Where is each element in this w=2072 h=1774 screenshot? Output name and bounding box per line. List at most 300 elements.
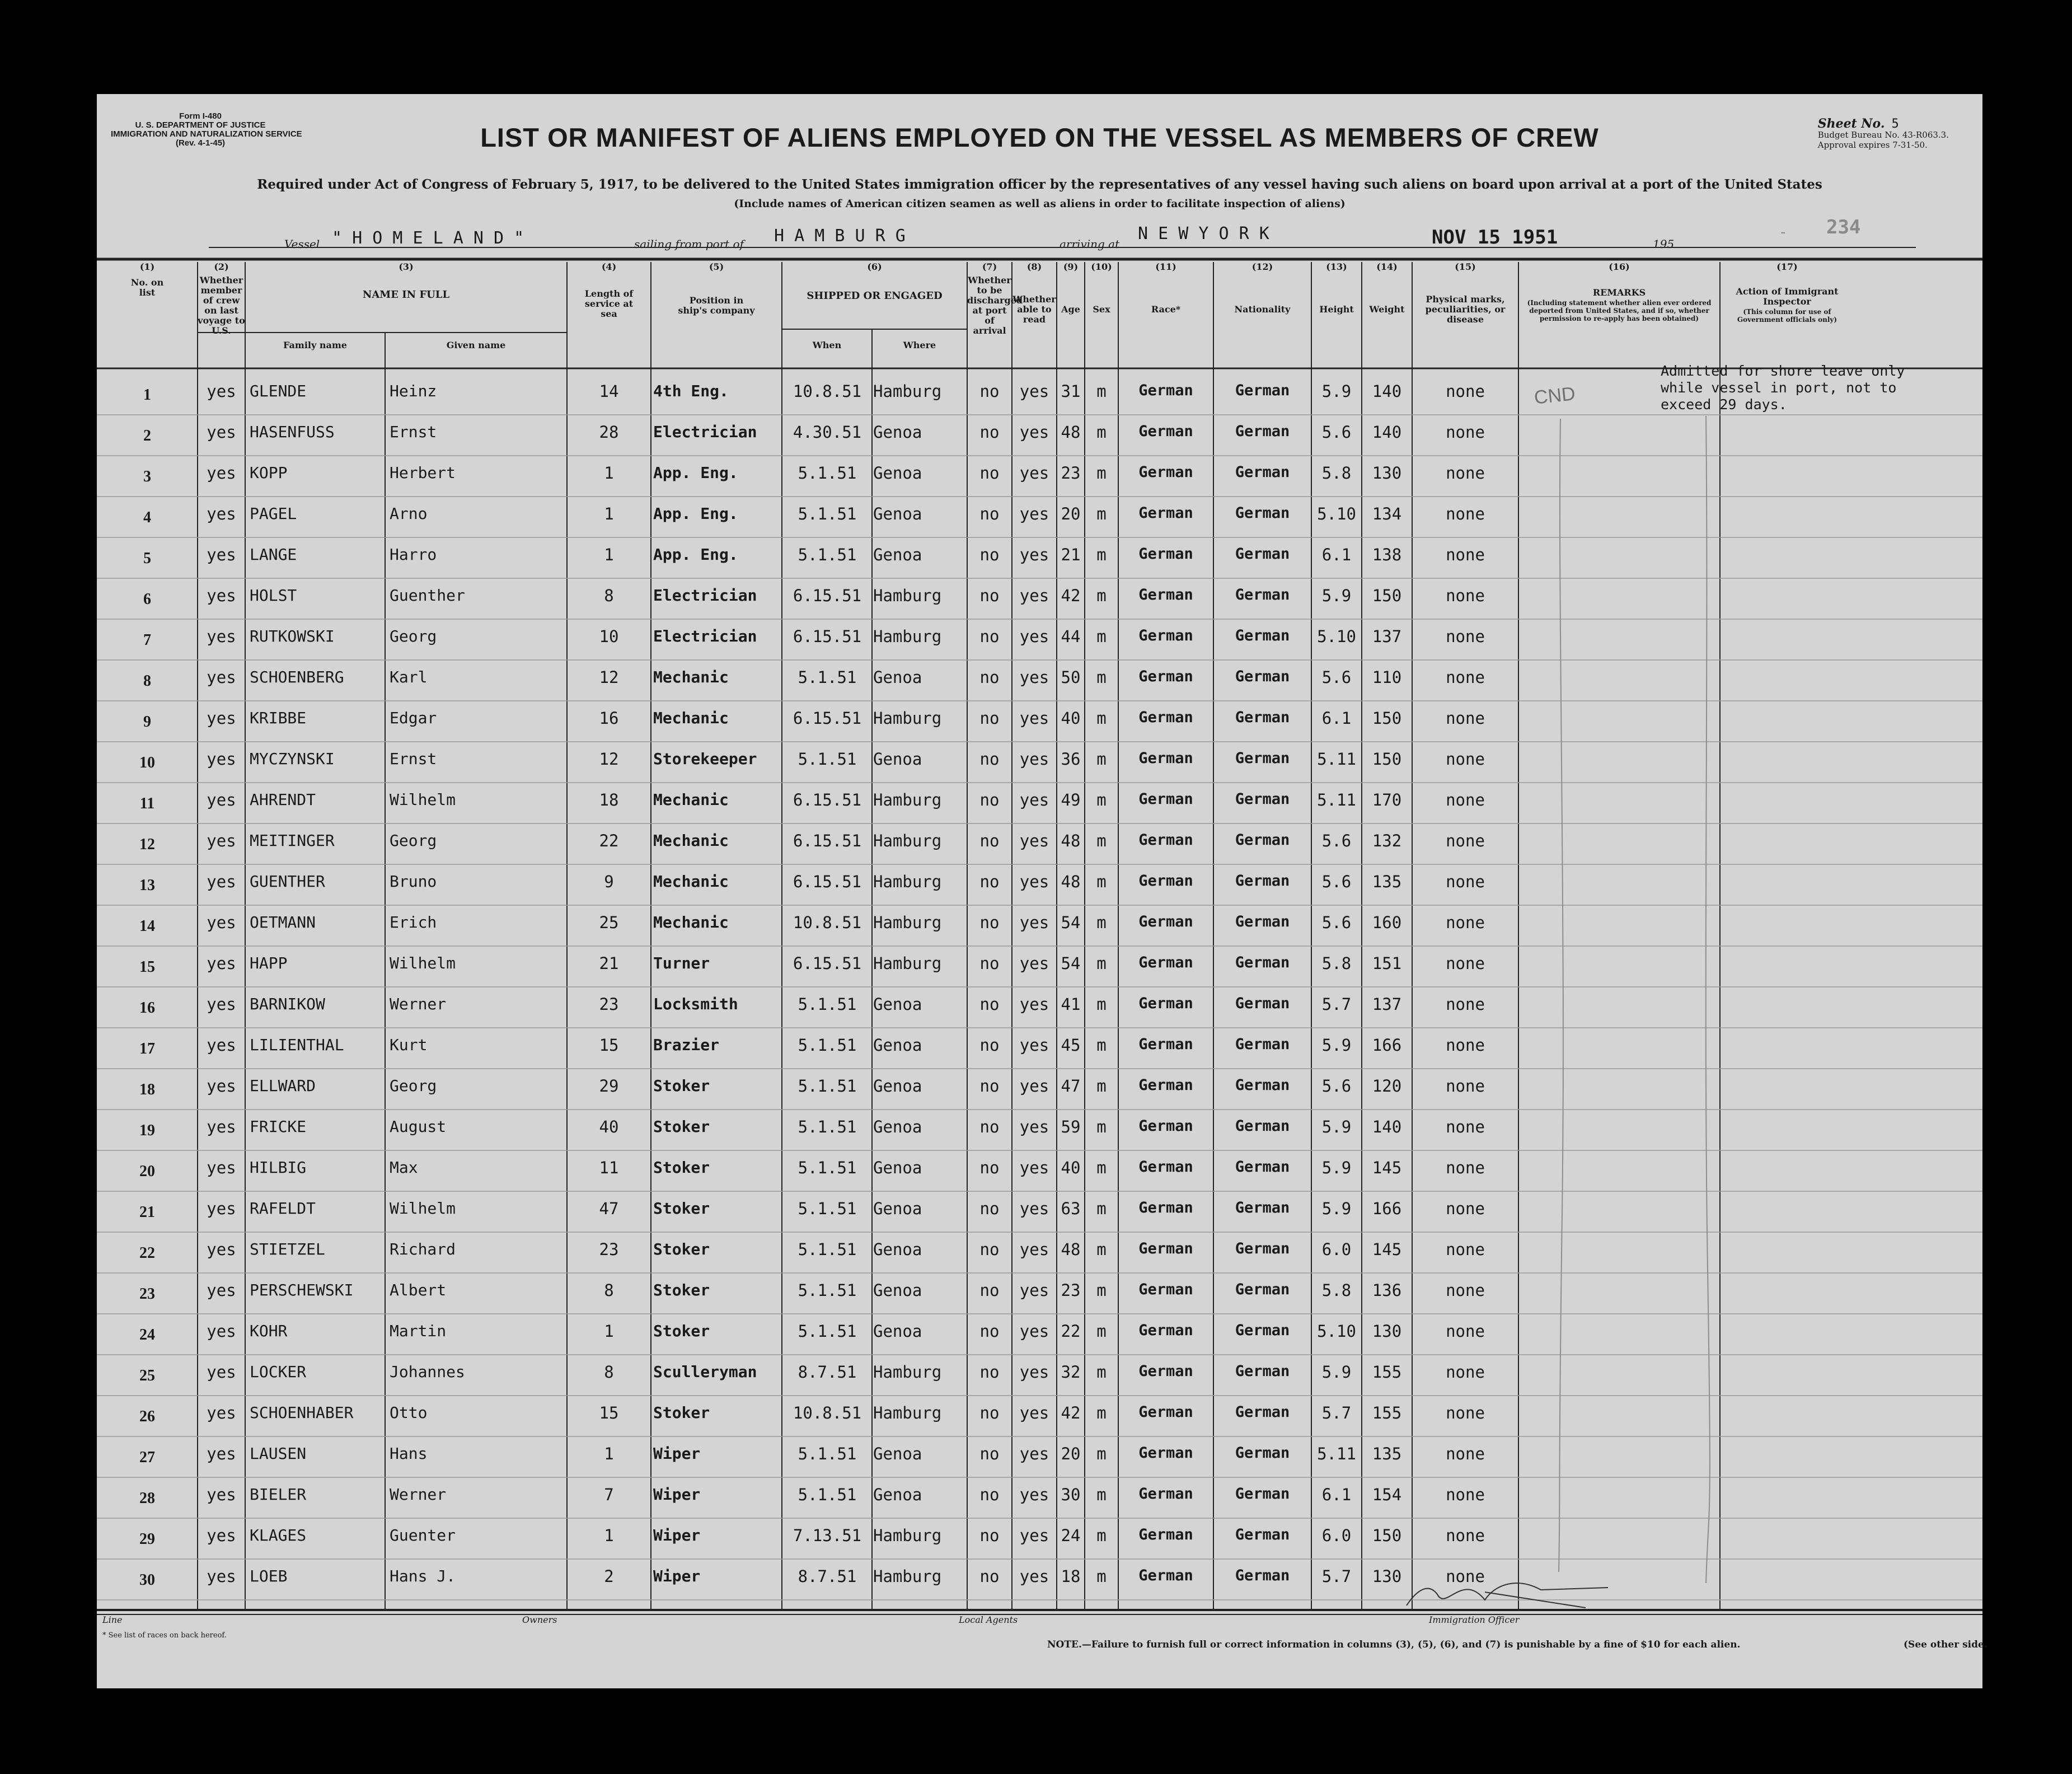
col-weight: 155 [1372,1403,1402,1422]
col-age: 41 [1061,995,1081,1014]
col-age: 24 [1061,1526,1081,1545]
row-number: 20 [139,1163,155,1180]
col-read: yes [1019,790,1049,809]
remarks-cnd: CND [1533,383,1577,409]
col-race: German [1138,709,1193,726]
col-voyage: yes [207,382,236,401]
col-marks: none [1446,1485,1485,1504]
footer-line-label: Line [102,1614,123,1625]
col-age: 36 [1061,750,1081,769]
col-position: Stoker [653,1199,710,1218]
col-nationality: German [1235,1199,1290,1216]
col-sex: m [1096,1076,1107,1096]
col-voyage: yes [207,627,236,646]
col-service: 1 [604,1444,614,1463]
col-service: 16 [599,709,619,728]
col-age: 45 [1061,1036,1081,1055]
col-service: 25 [599,913,619,932]
binder-hole [67,1567,95,1595]
col-read: yes [1019,1567,1049,1586]
col-height: 5.6 [1321,913,1352,932]
col-position: Wiper [653,1444,701,1463]
col-when: 5.1.51 [798,1322,857,1341]
col-voyage: yes [207,1036,236,1055]
col-discharged: no [979,1444,1000,1463]
col-where: Genoa [873,504,922,523]
binder-hole [67,1478,95,1506]
col-nationality: German [1235,1117,1290,1135]
col-given-name: Georg [390,831,437,850]
col-height: 5.9 [1321,1036,1352,1055]
col-family-name: KRIBBE [250,709,307,727]
col-weight: 170 [1372,790,1402,809]
col-family-name: GLENDE [250,382,307,400]
col-discharged: no [979,1199,1000,1218]
col-read: yes [1019,831,1049,850]
vessel-name: " H O M E L A N D " [332,228,524,248]
col-service: 7 [604,1485,614,1504]
binder-hole [67,1125,95,1153]
col-where: Hamburg [873,382,942,401]
col-service: 9 [604,872,614,891]
col-discharged: no [979,545,1000,564]
col-age: 49 [1061,790,1081,809]
col-when: 10.8.51 [793,1403,862,1422]
col-position: Storekeeper [653,750,757,768]
col-sex: m [1096,1036,1107,1055]
col-when: 6.15.51 [793,790,862,809]
col-race: German [1138,464,1193,481]
col-sex: m [1096,504,1107,523]
col-given-name: Heinz [390,382,437,400]
col-when: 5.1.51 [798,1076,857,1096]
col-header-position: (5) Position in ship's company [678,261,755,316]
col-given-name: Martin [390,1322,447,1340]
col-where: Hamburg [873,1363,942,1382]
col-height: 5.7 [1321,1403,1352,1422]
col-weight: 150 [1372,586,1402,605]
dash-mark: - [1779,224,1788,241]
col-marks: none [1446,423,1485,442]
col-header-read: (8) Whether able to read [1012,261,1056,325]
col-service: 8 [604,1363,614,1382]
col-sex: m [1096,382,1107,401]
col-weight: 110 [1372,668,1402,687]
col-discharged: no [979,1281,1000,1300]
col-race: German [1138,1240,1193,1257]
col-discharged: no [979,1363,1000,1382]
agency-name: U. S. DEPARTMENT OF JUSTICE [135,120,266,130]
col-family-name: RAFELDT [250,1199,316,1218]
col-family-name: RUTKOWSKI [250,627,335,645]
col-given-name: Werner [390,995,447,1013]
col-age: 30 [1061,1485,1081,1504]
col-nationality: German [1235,1281,1290,1298]
sailing-label: sailing from port of [634,237,744,251]
col-weight: 160 [1372,913,1402,932]
col-sex: m [1096,423,1107,442]
col-marks: none [1446,831,1485,850]
col-position: Stoker [653,1281,710,1299]
col-header-marks: (15) Physical marks, peculiarities, or disease [1425,261,1506,325]
col-when: 6.15.51 [793,831,862,850]
col-marks: none [1446,668,1485,687]
col-position: Turner [653,954,710,972]
col-nationality: German [1235,382,1290,399]
col-family-name: SCHOENHABER [250,1403,354,1422]
col-sex: m [1096,831,1107,850]
col-height: 5.11 [1317,1444,1356,1463]
col-service: 23 [599,995,619,1014]
col-given-name: Herbert [390,464,456,482]
col-when: 8.7.51 [798,1363,857,1382]
col-when: 5.1.51 [798,1485,857,1504]
service-name: IMMIGRATION AND NATURALIZATION SERVICE [111,129,302,139]
col-where: Genoa [873,750,922,769]
col-discharged: no [979,995,1000,1014]
row-number: 6 [143,591,151,608]
col-marks: none [1446,872,1485,891]
col-when: 6.15.51 [793,627,862,646]
col-weight: 166 [1372,1199,1402,1218]
col-when: 5.1.51 [798,1036,857,1055]
col-sex: m [1096,1526,1107,1545]
row-number: 8 [143,672,151,690]
col-height: 5.10 [1317,627,1356,646]
col-family-name: MYCZYNSKI [250,750,335,768]
col-sex: m [1096,1322,1107,1341]
col-nationality: German [1235,423,1290,440]
col-height: 5.9 [1321,1117,1352,1136]
row-number: 29 [139,1530,155,1548]
col-voyage: yes [207,709,236,728]
col-nationality: German [1235,627,1290,644]
col-where: Genoa [873,995,922,1014]
col-marks: none [1446,1526,1485,1545]
col-voyage: yes [207,1363,236,1382]
col-discharged: no [979,382,1000,401]
col-nationality: German [1235,586,1290,603]
col-where: Hamburg [873,790,942,809]
row-number: 16 [139,999,155,1017]
col-given-name: Georg [390,1076,437,1095]
col-header-no: (1) No. on list [130,261,164,298]
col-nationality: German [1235,1158,1290,1176]
col-service: 8 [604,586,614,605]
col-height: 5.8 [1321,1281,1352,1300]
col-discharged: no [979,504,1000,523]
col-age: 54 [1061,954,1081,973]
col-race: German [1138,913,1193,930]
col-when: 6.15.51 [793,872,862,891]
col-family-name: LANGE [250,545,297,564]
col-service: 10 [599,627,619,646]
row-number: 12 [139,836,155,853]
col-sex: m [1096,1444,1107,1463]
col-header-action: (17) Action of Immigrant Inspector (This column for use of Government officials only) [1736,261,1839,324]
col-read: yes [1019,1363,1049,1382]
col-position: Brazier [653,1036,720,1054]
col-weight: 134 [1372,504,1402,523]
col-marks: none [1446,1117,1485,1136]
vessel-label: Vessel [284,237,320,251]
col-given-name: Edgar [390,709,437,727]
stamp-number: 234 [1826,216,1861,238]
col-nationality: German [1235,954,1290,971]
col-height: 5.9 [1321,586,1352,605]
col-discharged: no [979,586,1000,605]
row-number: 11 [139,795,155,812]
col-race: German [1138,790,1193,808]
col-marks: none [1446,382,1485,401]
col-read: yes [1019,913,1049,932]
col-marks: none [1446,1403,1485,1422]
col-read: yes [1019,954,1049,973]
col-height: 6.1 [1321,709,1352,728]
row-number: 21 [139,1204,155,1221]
col-given-name: Harro [390,545,437,564]
revision-date: (Rev. 4-1-45) [175,138,226,148]
col-when: 5.1.51 [798,504,857,523]
col-when: 5.1.51 [798,750,857,769]
col-height: 5.10 [1317,504,1356,523]
col-family-name: STIETZEL [250,1240,325,1258]
col-age: 48 [1061,872,1081,891]
col-given-name: Max [390,1158,418,1177]
col-age: 59 [1061,1117,1081,1136]
col-family-name: OETMANN [250,913,316,932]
col-when: 5.1.51 [798,1117,857,1136]
col-family-name: LOCKER [250,1363,307,1381]
col-sex: m [1096,995,1107,1014]
col-nationality: German [1235,1403,1290,1421]
col-position: Mechanic [653,872,729,891]
col-given-name: Kurt [390,1036,428,1054]
col-discharged: no [979,1567,1000,1586]
col-age: 21 [1061,545,1081,564]
col-family-name: LAUSEN [250,1444,307,1463]
col-header-race: (11) Race* [1151,261,1181,315]
col-read: yes [1019,1281,1049,1300]
row-number: 4 [143,509,151,526]
col-marks: none [1446,1322,1485,1341]
col-service: 12 [599,750,619,769]
col-weight: 140 [1372,1117,1402,1136]
arriving-label: arriving at [1060,237,1120,251]
col-nationality: German [1235,995,1290,1012]
col-nationality: German [1235,504,1290,522]
col-where: Genoa [873,1076,922,1096]
col-marks: none [1446,1444,1485,1463]
col-voyage: yes [207,913,236,932]
col-marks: none [1446,995,1485,1014]
col-age: 32 [1061,1363,1081,1382]
col-service: 2 [604,1567,614,1586]
col-voyage: yes [207,504,236,523]
col-sex: m [1096,586,1107,605]
col-voyage: yes [207,1199,236,1218]
row-number: 27 [139,1449,155,1466]
col-read: yes [1019,1117,1049,1136]
col-voyage: yes [207,668,236,687]
col-where: Genoa [873,1199,922,1218]
col-nationality: German [1235,668,1290,685]
col-service: 21 [599,954,619,973]
col-when: 5.1.51 [798,1158,857,1177]
col-read: yes [1019,1485,1049,1504]
col-read: yes [1019,382,1049,401]
col-discharged: no [979,1403,1000,1422]
col-header-height: (13) Height [1319,261,1354,315]
col-discharged: no [979,423,1000,442]
row-number: 24 [139,1326,155,1344]
col-marks: none [1446,913,1485,932]
col-where: Genoa [873,464,922,483]
col-where: Genoa [873,1444,922,1463]
col-position: Mechanic [653,831,729,850]
col-given-name: Otto [390,1403,428,1422]
col-marks: none [1446,1199,1485,1218]
col-weight: 150 [1372,1526,1402,1545]
col-family-name: HASENFUSS [250,423,335,441]
port-from: H A M B U R G [774,226,906,246]
col-read: yes [1019,1322,1049,1341]
col-family-name: SCHOENBERG [250,668,344,686]
col-height: 5.6 [1321,668,1352,687]
col-weight: 155 [1372,1363,1402,1382]
footer-penalty-note: NOTE.—Failure to furnish full or correct information in columns (3), (5), (6), and (7) is punishable by a fine of $10 for each alien. [1047,1639,1741,1650]
col-age: 44 [1061,627,1081,646]
col-race: German [1138,1076,1193,1094]
budget-bureau: Budget Bureau No. 43-R063.3. [1817,130,1949,140]
col-family-name: KOHR [250,1322,288,1340]
col-marks: none [1446,1036,1485,1055]
col-voyage: yes [207,790,236,809]
col-height: 5.8 [1321,464,1352,483]
col-age: 63 [1061,1199,1081,1218]
col-service: 14 [599,382,619,401]
col-family-name: HOLST [250,586,297,605]
col-weight: 150 [1372,709,1402,728]
col-read: yes [1019,872,1049,891]
col-when: 5.1.51 [798,545,857,564]
col-voyage: yes [207,872,236,891]
col-where: Genoa [873,1240,922,1259]
col-where: Hamburg [873,1526,942,1545]
sheet-label: Sheet No. [1817,116,1885,131]
col-weight: 166 [1372,1036,1402,1055]
col-nationality: German [1235,1036,1290,1053]
col-height: 5.9 [1321,1158,1352,1177]
col-position: Stoker [653,1403,710,1422]
row-number: 15 [139,958,155,976]
col-sex: m [1096,1485,1107,1504]
col-discharged: no [979,872,1000,891]
col-sex: m [1096,790,1107,809]
col-sex: m [1096,545,1107,564]
page-title: LIST OR MANIFEST OF ALIENS EMPLOYED ON THE VESSEL AS MEMBERS OF CREW [480,123,1599,152]
col-when: 6.15.51 [793,954,862,973]
col-height: 5.9 [1321,1363,1352,1382]
sheet-number: 5 [1891,117,1899,131]
col-nationality: German [1235,464,1290,481]
col-read: yes [1019,504,1049,523]
col-given-name: Bruno [390,872,437,891]
col-header-remarks: (16) REMARKS (Including statement whether alien ever ordered deported from United States, and if so, whether permission to re-apply has been obtained) [1527,261,1712,322]
col-height: 5.11 [1317,790,1356,809]
col-weight: 137 [1372,995,1402,1014]
col-sex: m [1096,1199,1107,1218]
col-position: Wiper [653,1567,701,1585]
col-sex: m [1096,1281,1107,1300]
col-marks: none [1446,504,1485,523]
col-height: 6.0 [1321,1526,1352,1545]
col-where: Hamburg [873,709,942,728]
col-nationality: German [1235,1322,1290,1339]
col-family-name: KLAGES [250,1526,307,1544]
col-race: German [1138,627,1193,644]
col-voyage: yes [207,1076,236,1096]
col-sex: m [1096,913,1107,932]
remarks-line-3: exceed 29 days. [1661,396,1787,413]
col-service: 1 [604,545,614,564]
col-given-name: Hans J. [390,1567,456,1585]
remarks-line-2: while vessel in port, not to [1661,380,1897,396]
col-voyage: yes [207,545,236,564]
col-family-name: BARNIKOW [250,995,325,1013]
col-family-name: MEITINGER [250,831,335,850]
col-voyage: yes [207,831,236,850]
col-nationality: German [1235,1240,1290,1257]
col-height: 6.1 [1321,545,1352,564]
col-voyage: yes [207,1403,236,1422]
arrival-date: NOV 15 1951 [1432,226,1558,249]
col-height: 5.9 [1321,382,1352,401]
col-age: 47 [1061,1076,1081,1096]
col-given-name: Guenter [390,1526,456,1544]
col-family-name: HILBIG [250,1158,307,1177]
col-marks: none [1446,750,1485,769]
col-sex: m [1096,954,1107,973]
col-service: 47 [599,1199,619,1218]
col-read: yes [1019,995,1049,1014]
col-sex: m [1096,1117,1107,1136]
col-where: Hamburg [873,586,942,605]
col-nationality: German [1235,1363,1290,1380]
col-where: Genoa [873,1036,922,1055]
col-weight: 132 [1372,831,1402,850]
col-sex: m [1096,668,1107,687]
col-where: Genoa [873,1158,922,1177]
col-weight: 130 [1372,1322,1402,1341]
col-where: Genoa [873,1485,922,1504]
col-discharged: no [979,668,1000,687]
col-nationality: German [1235,1526,1290,1543]
col-voyage: yes [207,750,236,769]
col-height: 5.8 [1321,954,1352,973]
col-read: yes [1019,423,1049,442]
col-race: German [1138,1117,1193,1135]
col-voyage: yes [207,1322,236,1341]
footer-see-side: (See other side. [1904,1639,1987,1650]
col-position: App. Eng. [653,545,738,564]
remarks-line-1: Admitted for shore leave only [1661,363,1905,379]
col-family-name: ELLWARD [250,1076,316,1095]
row-number: 17 [139,1040,155,1057]
col-read: yes [1019,709,1049,728]
col-header-nationality: (12) Nationality [1234,261,1291,315]
col-position: Electrician [653,423,757,441]
